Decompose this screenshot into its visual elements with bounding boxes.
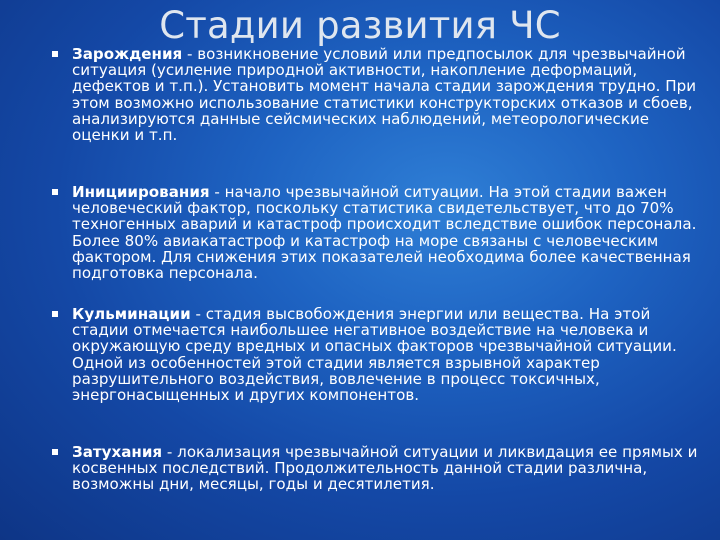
stage-description: - стадия высвобождения энергии или вещества. На этой стадии отмечается наибольшее негативное воздействие на человека и окружающую среду вредных и опасных факторов чрезвычайной ситуации. Одной из особенностей этой стадии является взрывной характер разрушительного воздействия, вовлечение в процесс токсичных, энергонасыщенных и других компонентов. xyxy=(72,305,677,405)
stage-description: - локализация чрезвычайной ситуации и ликвидация ее прямых и косвенных последствий. Продолжительность данной стадии различна, возможны дни, месяцы, годы и десятилетия. xyxy=(72,443,698,494)
stage-term: Инициирования xyxy=(72,183,210,201)
stage-description: - начало чрезвычайной ситуации. На этой стадии важен человеческий фактор, поскольку статистика свидетельствует, что до 70% техногенных аварий и катастроф происходит вследствие ошибок персонала. Более 80% авиакатастроф и катастроф на море связаны с человеческим фактором. Для снижения этих показателей необходима более качественная подготовка персонала. xyxy=(72,183,697,283)
slide-title: Стадии развития ЧС xyxy=(159,4,561,47)
stage-term: Кульминации xyxy=(72,305,191,323)
square-bullet-icon xyxy=(52,311,58,317)
stage-term: Зарождения xyxy=(72,45,183,63)
list-item-fading xyxy=(72,444,702,493)
square-bullet-icon xyxy=(52,51,58,57)
list-item-origin xyxy=(72,46,702,143)
list-item-initiation xyxy=(72,184,702,281)
stage-description: - возникновение условий или предпосылок для чрезвычайной ситуация (усиление природной активности, накопление деформаций, дефектов и т.п.). Установить момент начала стадии зарождения трудно. При этом возможно использование статистики конструкторских отказов и сбоев, анализируются данные сейсмических наблюдений, метеорологические оценки и т.п. xyxy=(72,45,697,145)
square-bullet-icon xyxy=(52,189,58,195)
stage-term: Затухания xyxy=(72,443,163,461)
square-bullet-icon xyxy=(52,449,58,455)
list-item-culmination xyxy=(72,306,702,403)
